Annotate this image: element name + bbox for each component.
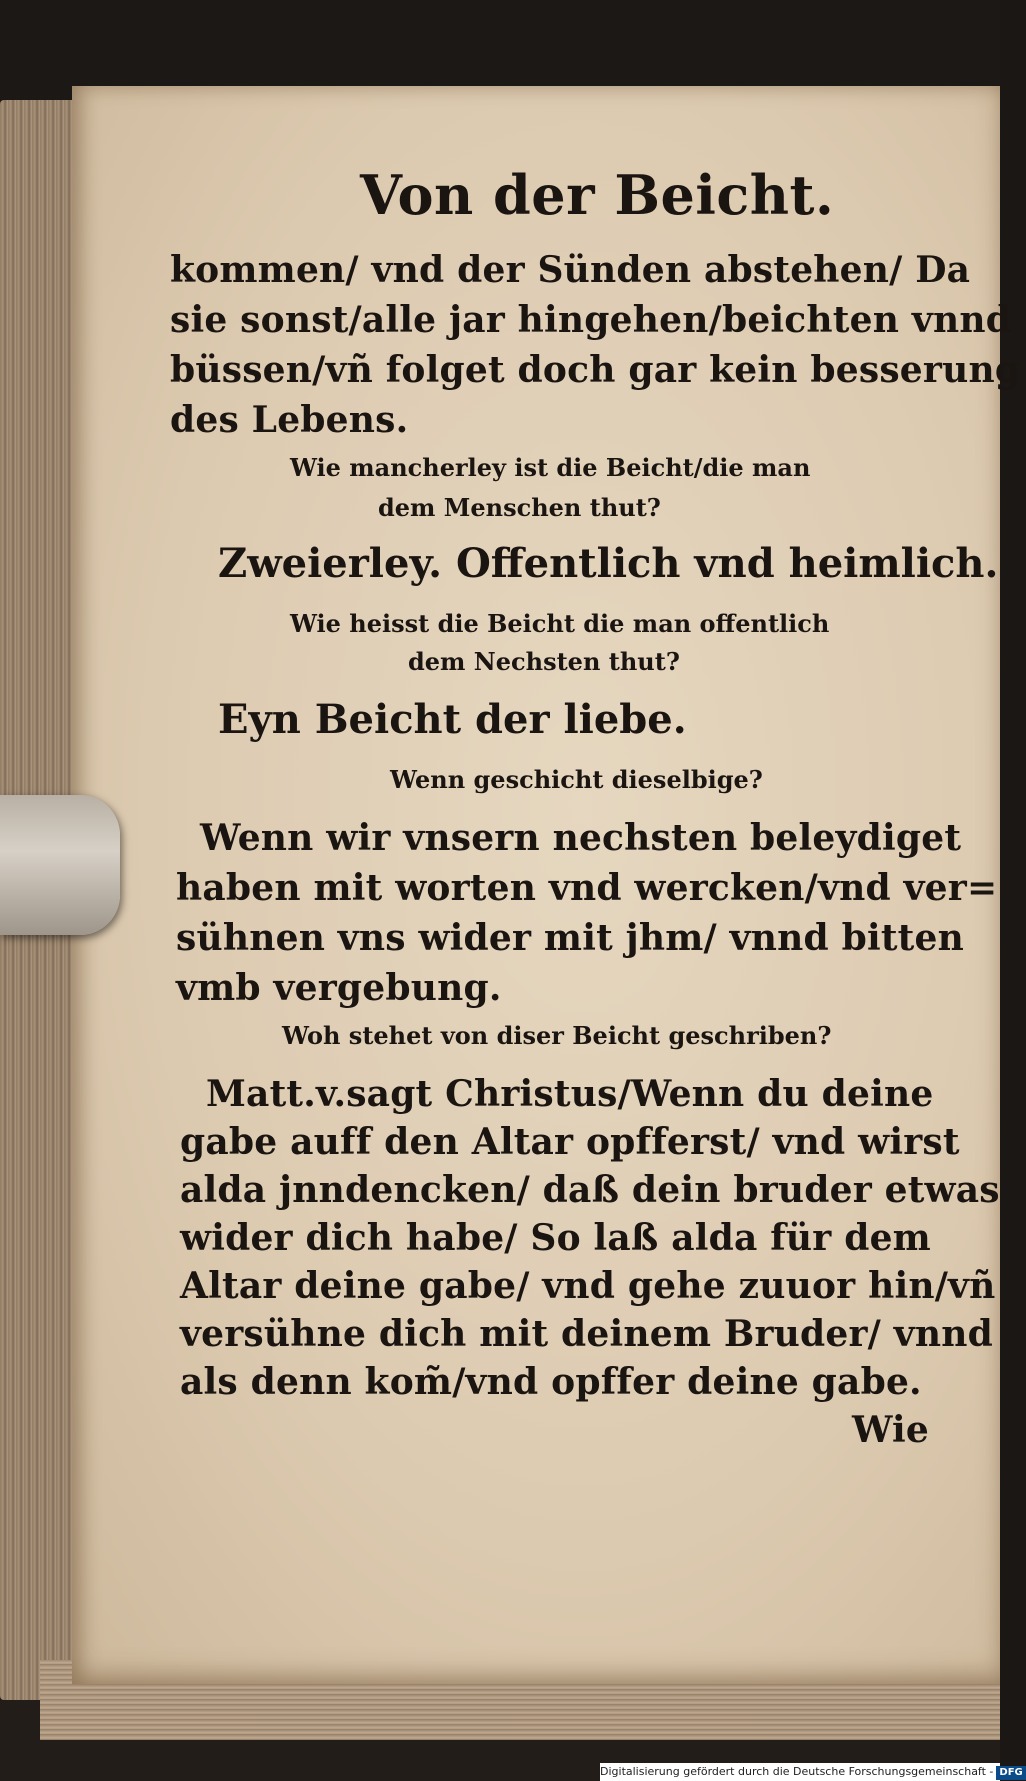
text-line: büssen/vñ folget doch gar kein besserung xyxy=(170,349,1021,391)
text-line: des Lebens. xyxy=(170,399,409,441)
digitization-credit xyxy=(600,1763,1023,1781)
page-heading: Von der Beicht. xyxy=(360,163,835,227)
text-line: wider dich habe/ So laß alda für dem xyxy=(180,1217,931,1259)
question-line: dem Nechsten thut? xyxy=(408,647,680,676)
text-line: Altar deine gabe/ vnd gehe zuuor hin/vñ xyxy=(180,1265,996,1307)
question-line: dem Menschen thut? xyxy=(378,493,661,522)
question-line: Wie heisst die Beicht die man offentlich xyxy=(290,609,830,638)
text-line: als denn kom̃/vnd opffer deine gabe. xyxy=(180,1361,922,1403)
text-line: Matt.v.sagt Christus/Wenn du deine xyxy=(206,1073,934,1115)
dfg-logo: DFG xyxy=(996,1766,1025,1780)
text-line: vmb vergebung. xyxy=(176,967,502,1009)
text-line: gabe auff den Altar opfferst/ vnd wirst xyxy=(180,1121,960,1163)
answer-line: Zweierley. Offentlich vnd heimlich. xyxy=(218,540,999,587)
text-line: Wenn wir vnsern nechsten beleydiget xyxy=(200,817,962,859)
text-line: sie sonst/alle jar hingehen/beichten vnnd xyxy=(170,299,1012,341)
credit-text: Digitalisierung gefördert durch die Deutsche Forschungsgemeinschaft - xyxy=(600,1765,994,1778)
answer-line: Eyn Beicht der liebe. xyxy=(218,696,687,743)
question-line: Woh stehet von diser Beicht geschriben? xyxy=(282,1021,832,1050)
question-line: Wie mancherley ist die Beicht/die man xyxy=(290,453,811,482)
text-line: versühne dich mit deinem Bruder/ vnnd xyxy=(180,1313,994,1355)
text-line: kommen/ vnd der Sünden abstehen/ Da xyxy=(170,249,971,291)
text-line: haben mit worten vnd wercken/vnd ver= xyxy=(176,867,998,909)
question-line: Wenn geschicht dieselbige? xyxy=(390,765,763,794)
text-line: sühnen vns wider mit jhm/ vnnd bitten xyxy=(176,917,964,959)
text-line: alda jnndencken/ daß dein bruder etwas xyxy=(180,1169,1000,1211)
catchword: Wie xyxy=(852,1409,929,1451)
